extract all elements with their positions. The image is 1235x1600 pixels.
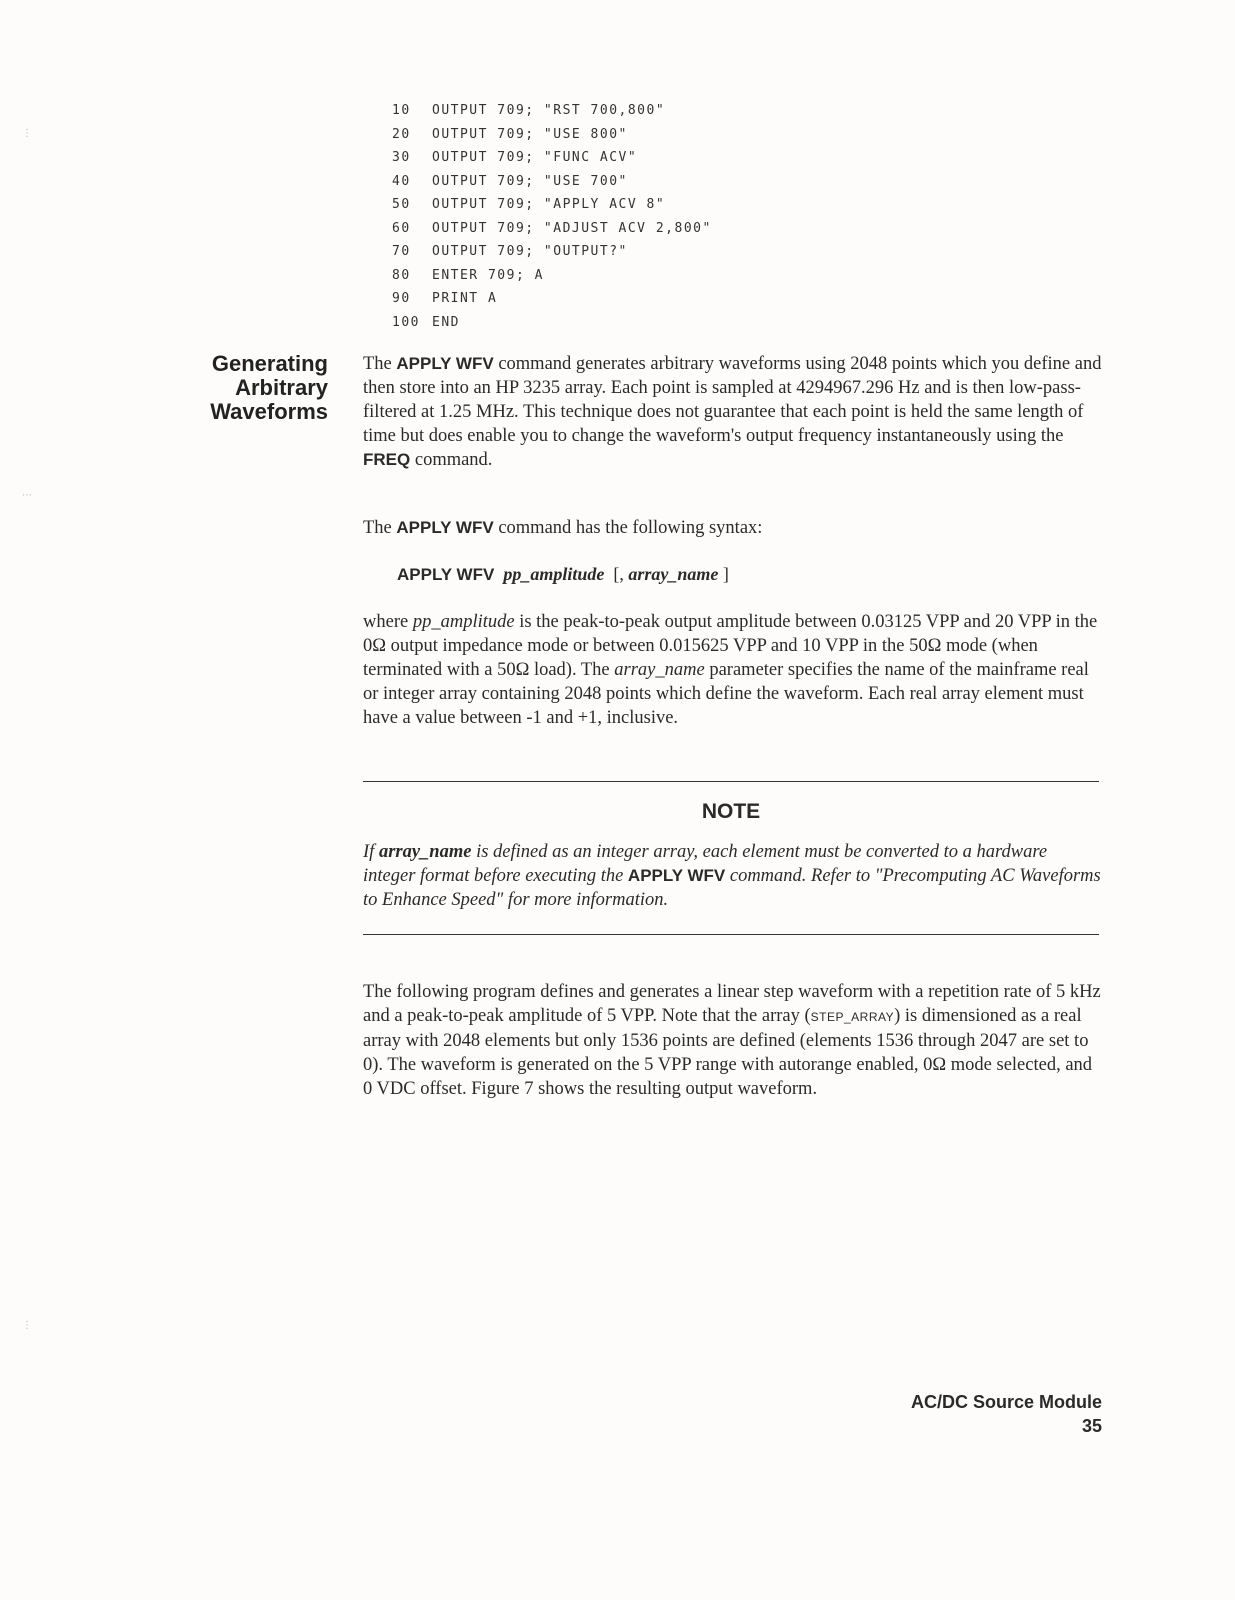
- bracket: ]: [722, 564, 729, 584]
- parameter: array_name: [614, 660, 705, 680]
- bracket: [,: [613, 564, 624, 584]
- line-number: 80: [392, 267, 411, 283]
- command-keyword: APPLY WFV: [627, 866, 726, 885]
- text: command has the following syntax:: [493, 518, 763, 538]
- code-text: OUTPUT 709; "USE 800": [432, 126, 628, 142]
- text: The: [363, 518, 397, 538]
- line-number: 10: [392, 103, 411, 119]
- code-text: END: [432, 314, 460, 330]
- code-line: [392, 240, 712, 264]
- text: If: [363, 842, 379, 862]
- line-number: 60: [392, 220, 411, 236]
- paragraph-intro: [363, 352, 1103, 472]
- line-number: 70: [392, 244, 411, 260]
- command-keyword: FREQ: [363, 450, 411, 469]
- code-text: OUTPUT 709; "APPLY ACV 8": [432, 197, 666, 213]
- text: is the peak-to-peak output amplitude between 0.03125 VPP and 20 VPP in the 0Ω output impedance mode or between 0.015625 VPP and 10 VPP in the 50Ω mode (when terminated with a 50Ω load). The: [363, 612, 1098, 680]
- parameter: array_name: [378, 842, 472, 862]
- code-text: OUTPUT 709; "USE 700": [432, 173, 628, 189]
- line-number: 50: [392, 197, 411, 213]
- text: command generates arbitrary waveforms using 2048 points which you define and then store into an HP 3235 array. Each point is sampled at 4294967.296 Hz and is then low-pass-filtered at 1.25 MHz. This technique does not guarantee that each point is held the same length of time but does enable you to change the waveform's output frequency instantaneously using the: [363, 354, 1102, 446]
- parameter: pp_amplitude: [412, 612, 515, 632]
- text: The following program defines and generates a linear step waveform with a repetition rate of 5 kHz and a peak-to-peak amplitude of 5 VPP. Note that the array (: [363, 982, 1101, 1026]
- code-line: [392, 123, 712, 147]
- page-number: 35: [1081, 1416, 1102, 1436]
- section-heading: [180, 352, 328, 424]
- line-number: 90: [392, 291, 411, 307]
- footer-title: AC/DC Source Module: [910, 1392, 1102, 1412]
- parameter: pp_amplitude: [503, 564, 605, 584]
- code-line: [392, 170, 712, 194]
- text: command. Refer to "Precomputing AC Waveforms to Enhance Speed" for more information.: [363, 866, 1101, 910]
- parameter: array_name: [628, 564, 719, 584]
- code-line: [392, 193, 712, 217]
- code-text: PRINT A: [432, 291, 498, 307]
- code-text: OUTPUT 709; "ADJUST ACV 2,800": [432, 220, 712, 236]
- code-line: [392, 287, 712, 311]
- code-line: [392, 99, 712, 123]
- text: ) is dimensioned as a real array with 2048 elements but only 1536 points are defined (elements 1536 through 2047 are set to 0). The waveform is generated on the 5 VPP range with autorange enabled, 0Ω mode selected, and 0 VDC offset. Figure 7 shows the resulting output waveform.: [363, 1006, 1093, 1099]
- line-number: 40: [392, 173, 411, 189]
- scan-mark: ⋮: [22, 128, 32, 139]
- code-listing: [392, 99, 712, 334]
- syntax-line: [397, 564, 729, 585]
- code-text: ENTER 709; A: [432, 267, 544, 283]
- line-number: 20: [392, 126, 411, 142]
- page-footer: [911, 1390, 1102, 1438]
- note-body: [363, 840, 1103, 912]
- text: is defined as an integer array, each element must be converted to a hardware integer format before executing the: [363, 842, 1048, 886]
- code-text: OUTPUT 709; "RST 700,800": [432, 103, 666, 119]
- heading-line: Waveforms: [210, 399, 328, 424]
- code-line: [392, 217, 712, 241]
- code-line: [392, 146, 712, 170]
- line-number: 100: [392, 314, 420, 330]
- command-keyword: APPLY WFV: [397, 565, 495, 584]
- note-title: NOTE: [701, 800, 761, 823]
- text: command.: [410, 450, 493, 470]
- code-text: OUTPUT 709; "OUTPUT?": [432, 244, 628, 260]
- code-line: [392, 311, 712, 335]
- line-number: 30: [392, 150, 411, 166]
- scan-mark: ⋮: [22, 1320, 32, 1331]
- heading-line: Generating: [211, 351, 328, 376]
- paragraph-syntax-intro: [363, 516, 1103, 540]
- code-text: OUTPUT 709; "FUNC ACV": [432, 150, 638, 166]
- heading-line: Arbitrary: [235, 375, 328, 400]
- paragraph-parameters: [363, 610, 1103, 730]
- command-keyword: APPLY WFV: [396, 354, 494, 373]
- text: where: [363, 612, 413, 632]
- command-keyword: APPLY WFV: [396, 518, 494, 537]
- paragraph-example: [363, 980, 1103, 1101]
- code-line: [392, 264, 712, 288]
- array-name: STEP_ARRAY: [810, 1010, 895, 1024]
- divider: [363, 781, 1099, 782]
- divider: [363, 934, 1099, 935]
- text: The: [363, 354, 397, 374]
- text: parameter specifies the name of the mainframe real or integer array containing 2048 points which define the waveform. Each real array element must have a value between -1 and +1, inclusive.: [363, 660, 1089, 728]
- scan-mark: ⋯: [22, 490, 32, 501]
